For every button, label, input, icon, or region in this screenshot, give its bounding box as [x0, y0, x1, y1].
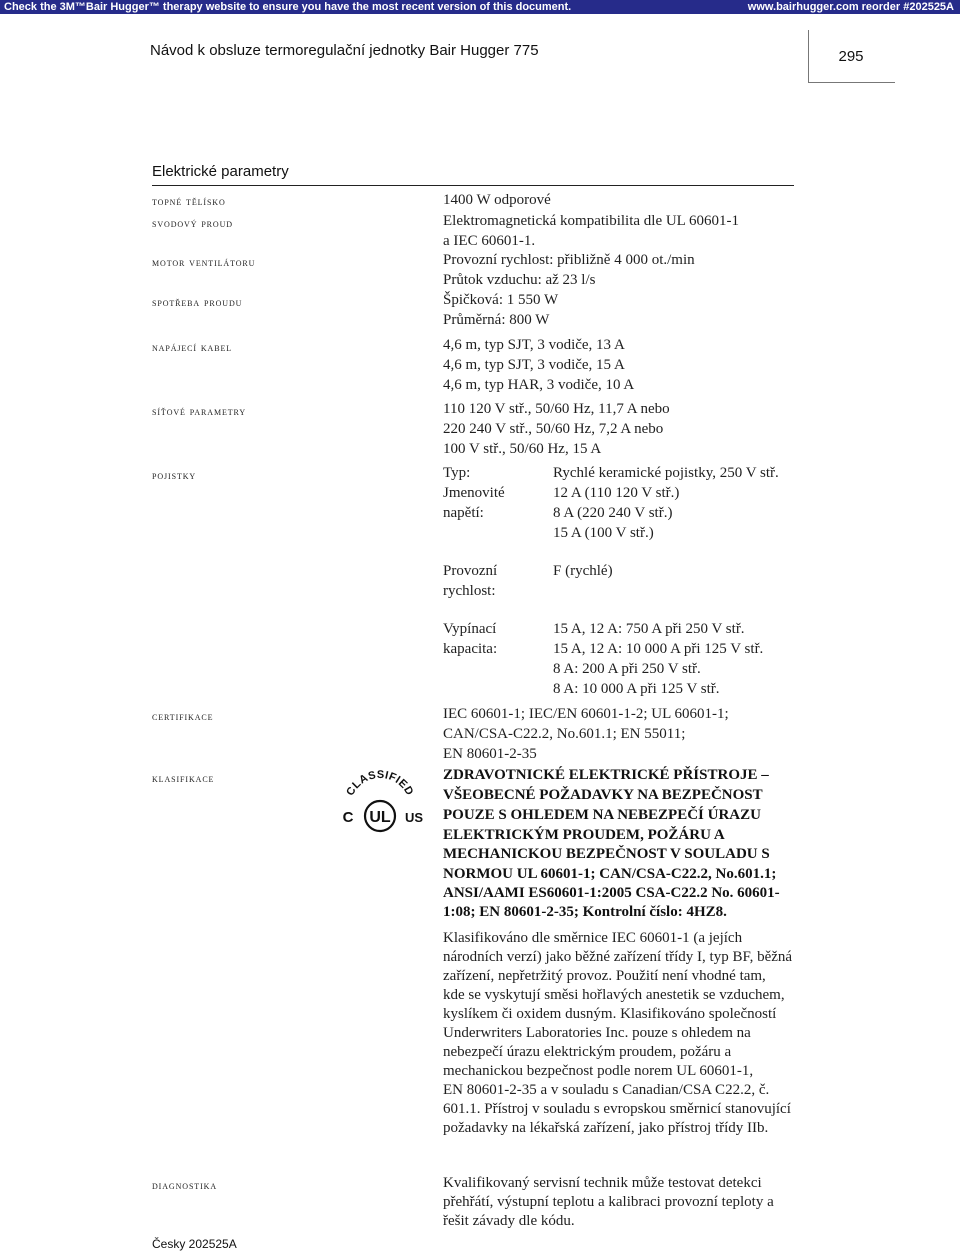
classification-bold-4: ELEKTRICKÝM PROUDEM, POŽÁRU A [443, 827, 725, 843]
label-diagnostics: diagnostika [152, 1178, 218, 1192]
fuse-type-value-2: 12 A (110 120 V stř.) [553, 485, 680, 501]
label-heating-element: topné tělísko [152, 194, 226, 208]
fuse-speed-label-2: rychlost: [443, 583, 496, 599]
fuse-type-value-3: 8 A (220 240 V stř.) [553, 505, 673, 521]
footer-language-code: Česky 202525A [152, 1237, 237, 1251]
value-power-1: Špičková: 1 550 W [443, 292, 559, 308]
label-power-cable: napájecí kabel [152, 340, 233, 354]
classification-para-4: kde se vyskytují směsi hořlavých anestetik se vzduchem, [443, 987, 785, 1003]
value-mains-2: 220 240 V stř., 50/60 Hz, 7,2 A nebo [443, 421, 664, 437]
page-number: 295 [838, 48, 864, 65]
value-diag-2: přehřátí, výstupní teplotu a kalibraci provozní teploty a [443, 1194, 774, 1210]
fuse-breaking-label-2: kapacita: [443, 641, 498, 657]
logo-arc-text: CLASSIFIED [344, 768, 416, 798]
value-heating-1: 1400 W odporové [443, 192, 551, 208]
value-leakage-2: a IEC 60601-1. [443, 233, 536, 249]
label-certification: certifikace [152, 709, 214, 723]
ul-classified-logo-icon [330, 768, 430, 840]
value-fan-1: Provozní rychlost: přibližně 4 000 ot./min [443, 252, 695, 268]
classification-bold-5: MECHANICKOU BEZPEČNOST V SOULADU S [443, 846, 770, 862]
logo-left-text: C [342, 809, 354, 826]
svg-text:CLASSIFIED [344, 769, 415, 798]
fuse-type-label-3: napětí: [443, 505, 484, 521]
label-mains-parameters: síťové parametry [152, 404, 247, 418]
classification-bold-1: ZDRAVOTNICKÉ ELEKTRICKÉ PŘÍSTROJE – [443, 767, 769, 783]
classification-bold-7: ANSI/AAMI ES60601-1:2005 CSA-C22.2 No. 60601- [443, 885, 780, 901]
classification-para-10: 601.1. Přístroj v souladu s evropskou směrnicí stanovující [443, 1101, 791, 1117]
value-cert-1: IEC 60601-1; IEC/EN 60601-1-2; UL 60601-1; [443, 706, 729, 722]
label-fan-motor: motor ventilátoru [152, 255, 256, 269]
logo-right-text: US [404, 810, 424, 825]
logo-center-text: UL [369, 809, 391, 826]
value-cable-2: 4,6 m, typ SJT, 3 vodiče, 15 A [443, 357, 625, 373]
fuse-breaking-value-4: 8 A: 10 000 A při 125 V stř. [553, 681, 720, 697]
value-leakage-1: Elektromagnetická kompatibilita dle UL 60601-1 [443, 213, 740, 229]
value-cable-3: 4,6 m, typ HAR, 3 vodiče, 10 A [443, 377, 635, 393]
classification-bold-8: 1:08; EN 80601-2-35; Kontrolní číslo: 4HZ8. [443, 904, 727, 920]
classification-para-3: zařízení, nepřetržitý provoz. Použití není vhodné tam, [443, 968, 766, 984]
label-power-consumption: spotřeba proudu [152, 295, 243, 309]
banner-notice: Check the 3M™Bair Hugger™ therapy website to ensure you have the most recent version of this document. [4, 1, 572, 13]
banner-link[interactable]: www.bairhugger.com reorder #202525A [747, 1, 954, 13]
section-divider [152, 185, 794, 186]
classification-bold-3: POUZE S OHLEDEM NA NEBEZPEČÍ ÚRAZU [443, 807, 761, 823]
classification-bold-2: VŠEOBECNÉ POŽADAVKY NA BEZPEČNOST [443, 787, 763, 803]
classification-para-5: kyslíkem či oxidem dusným. Klasifikováno společností [443, 1006, 777, 1022]
classification-para-8: mechanickou bezpečnost podle norem UL 60601-1, [443, 1063, 754, 1079]
document-title: Návod k obsluze termoregulační jednotky Bair Hugger 775 [150, 42, 539, 59]
fuse-type-label-1: Typ: [443, 465, 471, 481]
value-cable-1: 4,6 m, typ SJT, 3 vodiče, 13 A [443, 337, 625, 353]
classification-bold-6: NORMOU UL 60601-1; CAN/CSA-C22.2, No.601.1; [443, 866, 777, 882]
label-fuses: pojistky [152, 468, 197, 482]
classification-para-7: nebezpečí úrazu elektrickým proudem, požáru a [443, 1044, 732, 1060]
value-mains-3: 100 V stř., 50/60 Hz, 15 A [443, 441, 602, 457]
label-classification: klasifikace [152, 771, 215, 785]
fuse-type-value-1: Rychlé keramické pojistky, 250 V stř. [553, 465, 779, 481]
value-cert-2: CAN/CSA-C22.2, No.601.1; EN 55011; [443, 726, 686, 742]
fuse-breaking-value-3: 8 A: 200 A při 250 V stř. [553, 661, 701, 677]
fuse-speed-label-1: Provozní [443, 563, 498, 579]
classification-para-2: národních verzí) jako běžné zařízení třídy I, typ BF, běžná [443, 949, 793, 965]
value-diag-3: řešit závady dle kódu. [443, 1213, 575, 1229]
section-title: Elektrické parametry [152, 163, 289, 180]
fuse-breaking-value-2: 15 A, 12 A: 10 000 A při 125 V stř. [553, 641, 764, 657]
fuse-breaking-value-1: 15 A, 12 A: 750 A při 250 V stř. [553, 621, 745, 637]
fuse-speed-value: F (rychlé) [553, 563, 613, 579]
value-mains-1: 110 120 V stř., 50/60 Hz, 11,7 A nebo [443, 401, 670, 417]
value-cert-3: EN 80601-2-35 [443, 746, 537, 762]
classification-para-9: EN 80601-2-35 a v souladu s Canadian/CSA C22.2, č. [443, 1082, 770, 1098]
value-power-2: Průměrná: 800 W [443, 312, 550, 328]
value-diag-1: Kvalifikovaný servisní technik může testovat detekci [443, 1175, 762, 1191]
fuse-type-value-4: 15 A (100 V stř.) [553, 525, 654, 541]
fuse-breaking-label-1: Vypínací [443, 621, 497, 637]
value-fan-2: Průtok vzduchu: až 23 l/s [443, 272, 596, 288]
label-leakage-current: svodový proud [152, 216, 233, 230]
classification-para-1: Klasifikováno dle směrnice IEC 60601-1 (a jejích [443, 930, 743, 946]
classification-para-11: požadavky na lékařská zařízení, jako přístroj třídy IIb. [443, 1120, 769, 1136]
classification-para-6: Underwriters Laboratories Inc. pouze s ohledem na [443, 1025, 751, 1041]
fuse-type-label-2: Jmenovité [443, 485, 505, 501]
